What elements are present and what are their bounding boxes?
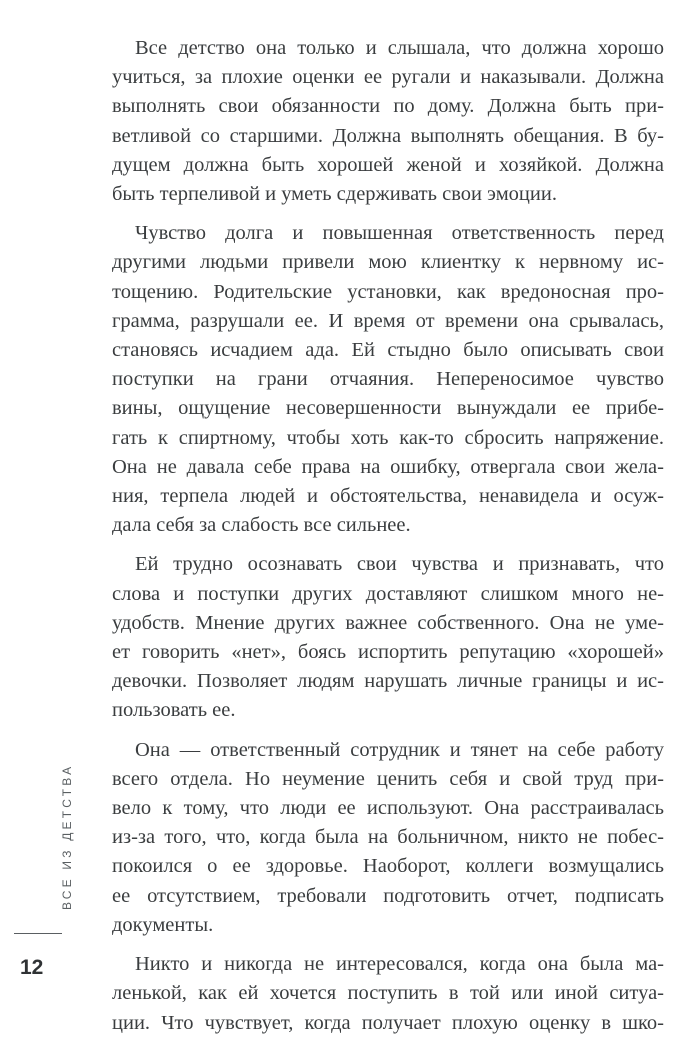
paragraph-3 xyxy=(112,550,664,725)
text-line: слова и поступки других доставляют слишком много не- xyxy=(112,582,664,605)
text-line: ленькой, как ей хочется поступить в той или иной ситуа- xyxy=(112,982,664,1005)
folio-rule xyxy=(14,933,62,934)
text-line: девочки. Позволяет людям нарушать личные границы и ис- xyxy=(112,670,664,693)
text-line: дала себя за слабость все сильнее. xyxy=(112,514,411,537)
text-line: вины, ощущение несовершенности вынуждали ее прибе- xyxy=(112,397,664,420)
paragraph-2 xyxy=(112,219,664,540)
text-line: гать к спиртному, чтобы хоть как-то сбросить напряжение. xyxy=(112,426,664,449)
text-line: быть терпеливой и уметь сдерживать свои эмоции. xyxy=(112,183,557,206)
text-line: покоился о ее здоровье. Наоборот, коллеги возмущались xyxy=(112,855,664,878)
text-line: ции. Что чувствует, когда получает плохую оценку в шко- xyxy=(112,1011,664,1034)
text-line: из-за того, что, когда была на больничном, никто не побес- xyxy=(112,826,664,849)
text-line: вело к тому, что люди ее используют. Она расстраивалась xyxy=(112,797,664,820)
text-line: Чувство долга и повышенная ответственность перед xyxy=(135,222,664,245)
body-text xyxy=(112,34,664,1048)
text-line: другими людьми привели мою клиентку к нервному ис- xyxy=(112,251,664,274)
text-line: Все детство она только и слышала, что должна хорошо xyxy=(135,37,664,59)
text-line: документы. xyxy=(112,913,214,936)
text-line: ния, терпела людей и обстоятельства, ненавидела и осуж- xyxy=(112,485,664,508)
page-number: 12 xyxy=(20,956,44,979)
text-line: пользовать ее. xyxy=(112,699,236,722)
running-head: ВСЕ ИЗ ДЕТСТВА xyxy=(60,763,74,910)
text-line: поступки на грани отчаяния. Непереносимое чувство xyxy=(112,368,664,391)
text-line: Никто и никогда не интересовался, когда она была ма- xyxy=(135,953,664,976)
text-line: тощению. Родительские установки, как вредоносная про- xyxy=(112,280,664,303)
text-line: Она — ответственный сотрудник и тянет на себе работу xyxy=(135,738,664,761)
paragraph-4 xyxy=(112,736,664,940)
text-line: ветливой со старшими. Должна выполнять обещания. В бу- xyxy=(112,124,664,147)
paragraph-5 xyxy=(112,950,664,1038)
text-line: дущем должна быть хорошей женой и хозяйкой. Должна xyxy=(112,153,664,176)
text-line: выполнять свои обязанности по дому. Должна быть при- xyxy=(112,95,664,118)
text-line: ет говорить «нет», боясь испортить репутацию «хорошей» xyxy=(112,641,664,664)
text-line: всего отдела. Но неумение ценить себя и свой труд при- xyxy=(112,767,664,790)
text-line: становясь исчадием ада. Ей стыдно было описывать свои xyxy=(112,339,664,362)
text-line: грамма, разрушали ее. И время от времени она срывалась, xyxy=(112,309,664,332)
text-line: учиться, за плохие оценки ее ругали и наказывали. Должна xyxy=(112,66,664,89)
text-line: ее отсутствием, требовали подготовить отчет, подписать xyxy=(112,884,664,907)
text-line: Ей трудно осознавать свои чувства и признавать, что xyxy=(135,553,664,576)
text-line: Она не давала себе права на ошибку, отвергала свои жела- xyxy=(112,455,664,478)
text-line: удобств. Мнение других важнее собственного. Она не уме- xyxy=(112,611,664,634)
paragraph-1 xyxy=(112,34,664,209)
